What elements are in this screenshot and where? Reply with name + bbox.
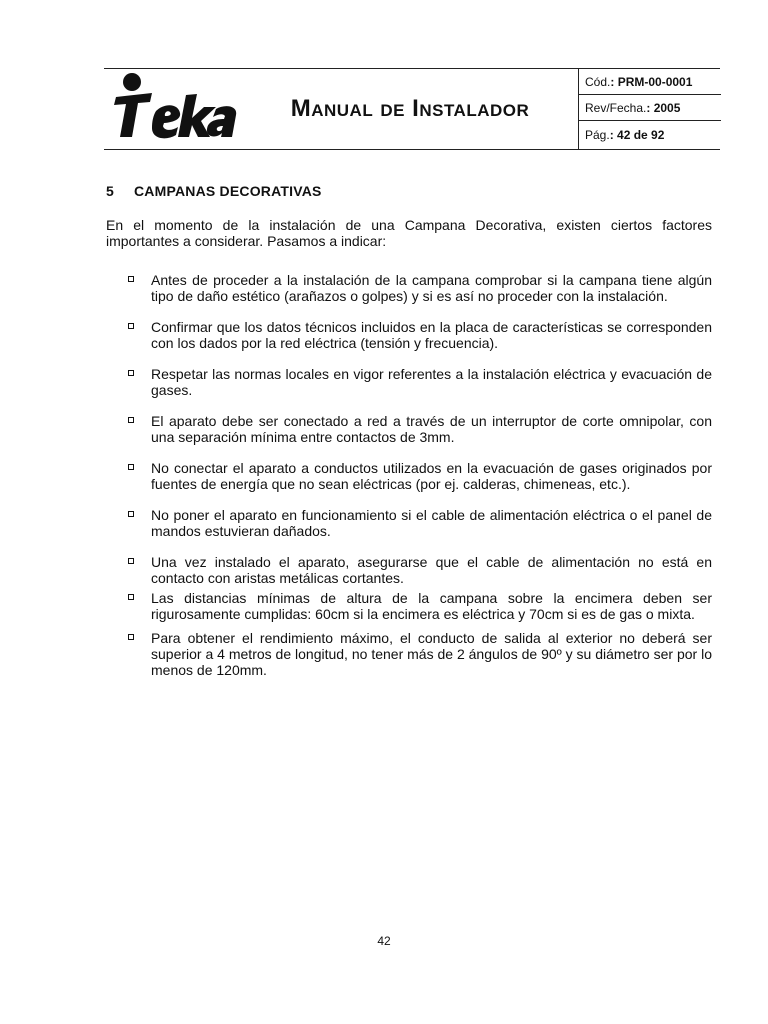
bullet-square-icon xyxy=(128,370,134,376)
list-item: Una vez instalado el aparato, asegurarse que el cable de alimentación no está en contacto con aristas metálicas cortantes. xyxy=(128,554,712,586)
code-label: Cód. xyxy=(585,75,611,89)
bullet-square-icon xyxy=(128,323,134,329)
code-value: : PRM-00-0001 xyxy=(610,75,693,89)
list-item: El aparato debe ser conectado a red a través de un interruptor de corte omnipolar, con una separación mínima entre contactos de 3mm. xyxy=(128,413,712,445)
document-title: Manual de Instalador xyxy=(290,95,530,122)
bullet-square-icon xyxy=(128,417,134,423)
intro-paragraph: En el momento de la instalación de una Campana Decorativa, existen ciertos factores importantes a considerar. Pasamos a indicar: xyxy=(106,217,712,249)
list-item: Confirmar que los datos técnicos incluidos en la placa de características se corresponden con los dados por la red eléctrica (tensión y frecuencia). xyxy=(128,319,712,351)
bullet-square-icon xyxy=(128,558,134,564)
svg-text:Teka: Teka xyxy=(112,71,115,72)
page-number: 42 xyxy=(377,934,391,948)
list-item: No poner el aparato en funcionamiento si el cable de alimentación eléctrica o el panel de mandos estuvieran dañados. xyxy=(128,507,712,539)
list-item: Antes de proceder a la instalación de la campana comprobar si la campana tiene algún tipo de daño estético (arañazos o golpes) y si es así no proceder con la instalación. xyxy=(128,272,712,304)
section-heading xyxy=(106,183,322,199)
bullet-square-icon xyxy=(128,276,134,282)
revision-label: Rev/Fecha. xyxy=(585,101,647,115)
bullet-square-icon xyxy=(128,634,134,640)
bullet-square-icon xyxy=(128,594,134,600)
list-item: No conectar el aparato a conductos utilizados en la evacuación de gases originados por fuentes de energía que no sean eléctricas (por ej. calderas, chimeneas, etc.). xyxy=(128,460,712,492)
page-row xyxy=(579,122,721,148)
document-meta xyxy=(578,69,721,149)
list-item: Respetar las normas locales en vigor referentes a la instalación eléctrica y evacuación de gases. xyxy=(128,366,712,398)
bullet-square-icon xyxy=(128,464,134,470)
document-header xyxy=(104,68,720,150)
section-number: 5 xyxy=(106,183,114,199)
page-value: : 42 de 92 xyxy=(609,128,665,142)
logo-cell xyxy=(104,69,244,149)
code-row xyxy=(579,69,721,95)
revision-value: : 2005 xyxy=(646,101,681,115)
title-cell xyxy=(244,69,576,149)
revision-row xyxy=(579,95,721,121)
section-title: CAMPANAS DECORATIVAS xyxy=(134,183,322,199)
teka-logo xyxy=(112,71,238,145)
page-label: Pág. xyxy=(585,128,610,142)
list-item: Para obtener el rendimiento máximo, el conducto de salida al exterior no deberá ser superior a 4 metros de longitud, no tener más de 2 ángulos de 90º y su diámetro ser por lo menos de 120mm. xyxy=(128,630,712,678)
bullet-square-icon xyxy=(128,511,134,517)
list-item: Las distancias mínimas de altura de la campana sobre la encimera deben ser rigurosamente cumplidas: 60cm si la encimera es eléctrica y 70cm si es de gas o mixta. xyxy=(128,590,712,622)
